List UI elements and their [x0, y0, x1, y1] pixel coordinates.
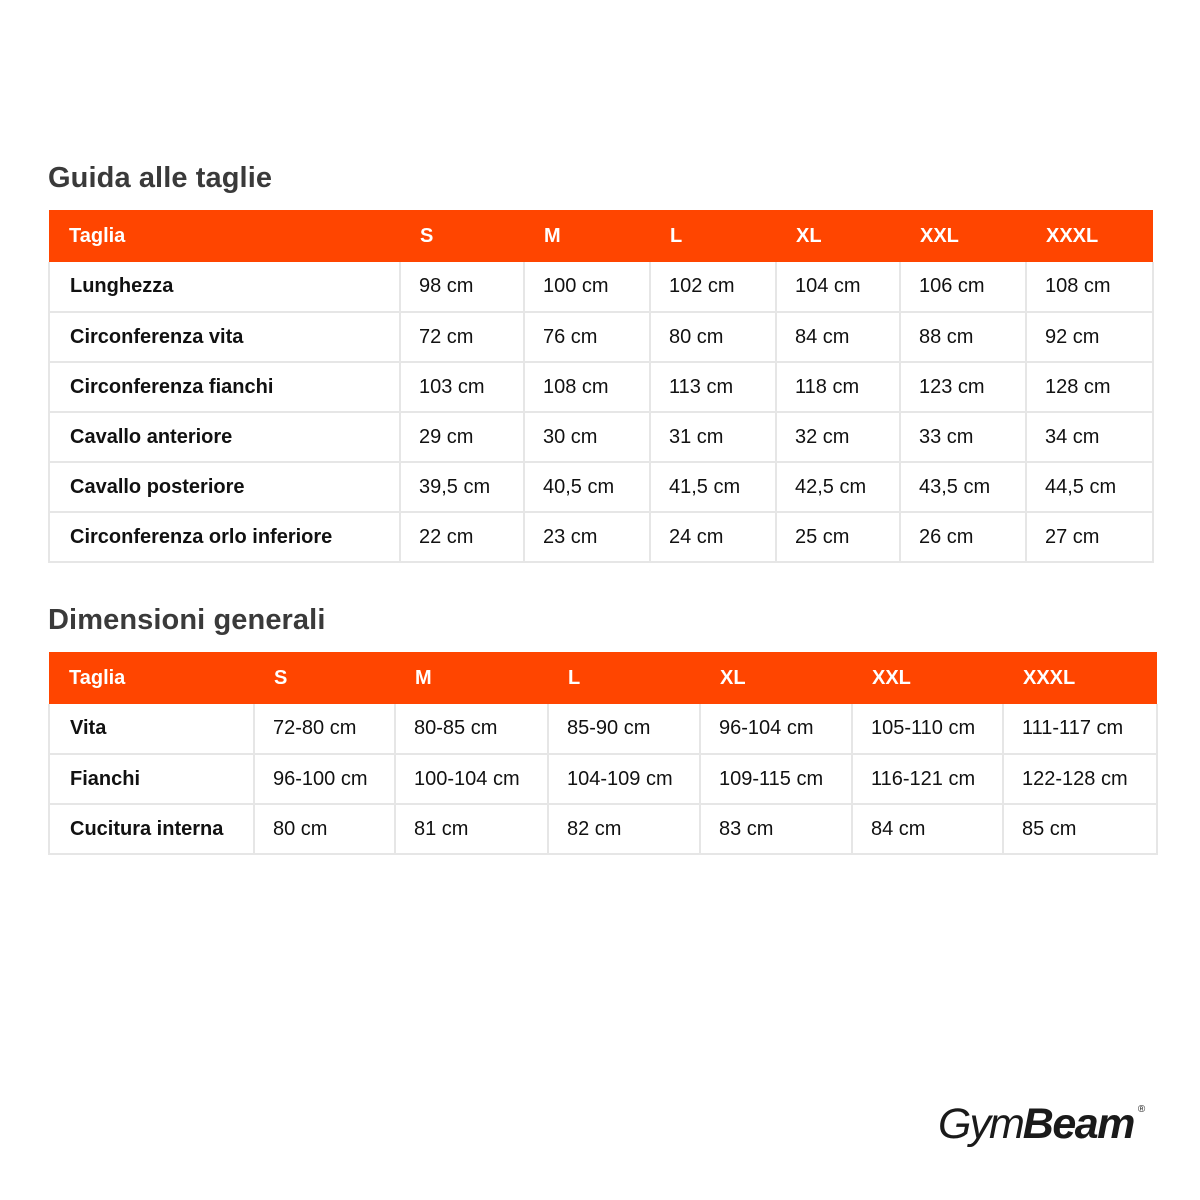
table-cell: 22 cm	[400, 512, 524, 562]
header-cell-xxl: XXL	[920, 224, 959, 247]
general-dimensions-title: Dimensioni generali	[48, 604, 326, 636]
table-row	[49, 412, 1153, 462]
table-cell: 98 cm	[400, 262, 524, 312]
table-cell: 116-121 cm	[852, 754, 1003, 804]
table-cell: 42,5 cm	[776, 462, 900, 512]
table-cell: 76 cm	[524, 312, 650, 362]
table-cell: 30 cm	[524, 412, 650, 462]
table-cell: 102 cm	[650, 262, 776, 312]
table-cell: 105-110 cm	[852, 704, 1003, 754]
gymbeam-logo	[938, 1100, 1146, 1149]
table-cell: 108 cm	[1026, 262, 1153, 312]
table-cell: 27 cm	[1026, 512, 1153, 562]
table-cell: 31 cm	[650, 412, 776, 462]
table-cell: 96-104 cm	[700, 704, 852, 754]
registered-mark: ®	[1137, 1104, 1146, 1115]
table-cell: 111-117 cm	[1003, 704, 1157, 754]
table-cell: 85-90 cm	[548, 704, 700, 754]
table-cell: 88 cm	[900, 312, 1026, 362]
header-cell-taglia: Taglia	[69, 224, 126, 247]
header-cell-xl: XL	[720, 666, 746, 689]
table-cell: 113 cm	[650, 362, 776, 412]
size-guide-table	[48, 210, 1154, 563]
row-label: Cucitura interna	[49, 804, 254, 854]
table-row	[49, 262, 1153, 312]
table-cell: 128 cm	[1026, 362, 1153, 412]
table-cell: 72-80 cm	[254, 704, 395, 754]
table-row	[49, 804, 1157, 854]
header-cell-m: M	[544, 224, 561, 247]
table-cell: 122-128 cm	[1003, 754, 1157, 804]
header-cell-m: M	[415, 666, 432, 689]
row-label: Lunghezza	[49, 262, 400, 312]
table-row	[49, 462, 1153, 512]
table-header-row	[49, 652, 1157, 704]
table-row	[49, 754, 1157, 804]
table-cell: 40,5 cm	[524, 462, 650, 512]
table-cell: 82 cm	[548, 804, 700, 854]
table-cell: 104 cm	[776, 262, 900, 312]
table-cell: 80 cm	[254, 804, 395, 854]
table-cell: 25 cm	[776, 512, 900, 562]
table-cell: 41,5 cm	[650, 462, 776, 512]
size-guide-title: Guida alle taglie	[48, 162, 273, 194]
table-cell: 123 cm	[900, 362, 1026, 412]
row-label: Circonferenza orlo inferiore	[49, 512, 400, 562]
table-cell: 100-104 cm	[395, 754, 548, 804]
table-cell: 72 cm	[400, 312, 524, 362]
table-cell: 96-100 cm	[254, 754, 395, 804]
table-cell: 39,5 cm	[400, 462, 524, 512]
header-cell-l: L	[568, 666, 581, 689]
logo-gym-text: Gym	[938, 1100, 1023, 1148]
table-cell: 33 cm	[900, 412, 1026, 462]
table-cell: 32 cm	[776, 412, 900, 462]
table-cell: 24 cm	[650, 512, 776, 562]
table-cell: 80 cm	[650, 312, 776, 362]
header-cell-taglia: Taglia	[69, 666, 126, 689]
row-label: Cavallo anteriore	[49, 412, 400, 462]
row-label: Fianchi	[49, 754, 254, 804]
table-cell: 118 cm	[776, 362, 900, 412]
table-cell: 44,5 cm	[1026, 462, 1153, 512]
table-header-row	[49, 210, 1153, 262]
row-label: Circonferenza vita	[49, 312, 400, 362]
table-cell: 29 cm	[400, 412, 524, 462]
table-cell: 83 cm	[700, 804, 852, 854]
table-row	[49, 312, 1153, 362]
logo-beam-text: Beam	[1022, 1100, 1134, 1148]
row-label: Circonferenza fianchi	[49, 362, 400, 412]
table-cell: 104-109 cm	[548, 754, 700, 804]
table-cell: 23 cm	[524, 512, 650, 562]
general-dimensions-table	[48, 652, 1158, 855]
header-cell-l: L	[670, 224, 683, 247]
header-cell-xxl: XXL	[872, 666, 911, 689]
table-cell: 85 cm	[1003, 804, 1157, 854]
row-label: Vita	[49, 704, 254, 754]
table-cell: 103 cm	[400, 362, 524, 412]
table-cell: 34 cm	[1026, 412, 1153, 462]
table-cell: 106 cm	[900, 262, 1026, 312]
table-cell: 84 cm	[776, 312, 900, 362]
table-row	[49, 704, 1157, 754]
table-cell: 109-115 cm	[700, 754, 852, 804]
table-cell: 108 cm	[524, 362, 650, 412]
table-cell: 100 cm	[524, 262, 650, 312]
table-row	[49, 362, 1153, 412]
table-cell: 43,5 cm	[900, 462, 1026, 512]
table-cell: 26 cm	[900, 512, 1026, 562]
table-row	[49, 512, 1153, 562]
header-cell-xxxl: XXXL	[1023, 666, 1076, 689]
table-cell: 92 cm	[1026, 312, 1153, 362]
table-cell: 80-85 cm	[395, 704, 548, 754]
table-cell: 81 cm	[395, 804, 548, 854]
header-cell-s: S	[274, 666, 288, 689]
row-label: Cavallo posteriore	[49, 462, 400, 512]
header-cell-s: S	[420, 224, 434, 247]
table-cell: 84 cm	[852, 804, 1003, 854]
header-cell-xxxl: XXXL	[1046, 224, 1099, 247]
header-cell-xl: XL	[796, 224, 822, 247]
